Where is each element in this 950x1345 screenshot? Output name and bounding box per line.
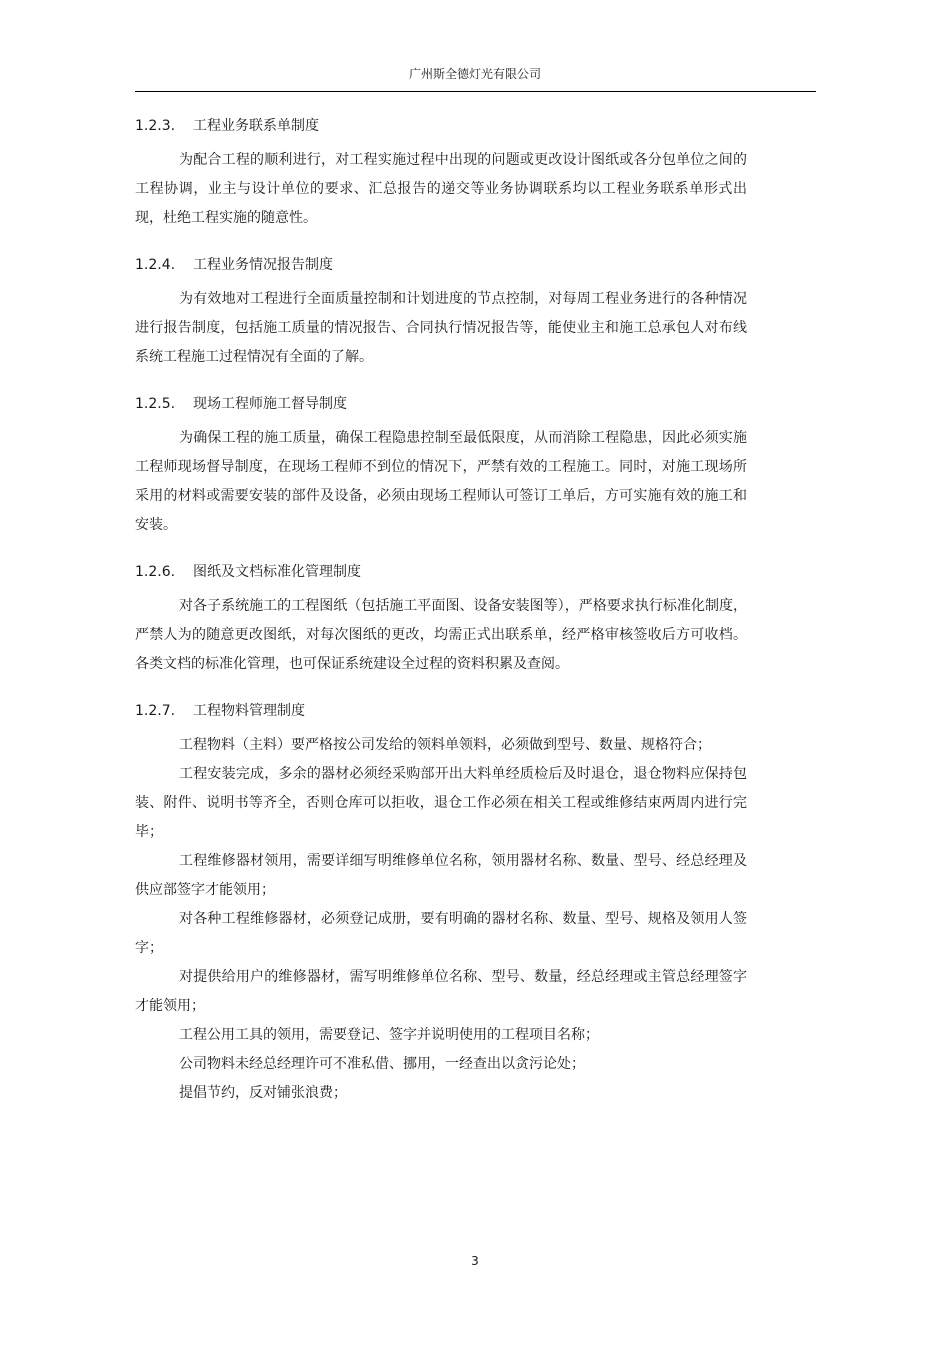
section-number: 1.2.3. [135, 118, 176, 134]
section-number: 1.2.5. [135, 396, 176, 412]
paragraph: 工程维修器材领用，需要详细写明维修单位名称，领用器材名称、数量、型号、经总经理及供应部签字才能领用； [135, 853, 747, 898]
paragraph: 工程物料（主料）要严格按公司发给的领料单领料，必须做到型号、数量、规格符合； [179, 737, 711, 753]
section-1-2-3 [135, 116, 747, 233]
paragraph: 工程安装完成，多余的器材必须经采购部开出大料单经质检后及时退仓，退仓物料应保持包装、附件、说明书等齐全，否则仓库可以拒收，退仓工作必须在相关工程或维修结束两周内进行完毕； [135, 766, 747, 840]
section-heading [135, 394, 747, 414]
section-title: 工程业务情况报告制度 [193, 257, 333, 273]
section-1-2-4 [135, 255, 747, 372]
paragraph: 为有效地对工程进行全面质量控制和计划进度的节点控制，对每周工程业务进行的各种情况进行报告制度，包括施工质量的情况报告、合同执行情况报告等，能使业主和施工总承包人对布线系统工程施工过程情况有全面的了解。 [135, 291, 747, 365]
section-number: 1.2.6. [135, 564, 176, 580]
section-1-2-7 [135, 701, 747, 1108]
paragraph: 对各子系统施工的工程图纸（包括施工平面图、设备安装图等），严格要求执行标准化制度，严禁人为的随意更改图纸，对每次图纸的更改，均需正式出联系单，经严格审核签收后方可收档。各类文档的标准化管理，也可保证系统建设全过程的资料积累及查阅。 [135, 598, 747, 672]
paragraph: 对提供给用户的维修器材，需写明维修单位名称、型号、数量，经总经理或主管总经理签字才能领用； [135, 969, 747, 1014]
page-header: 广州斯全德灯光有限公司 [408, 67, 541, 81]
page-number: 3 [471, 1254, 479, 1268]
section-title: 图纸及文档标准化管理制度 [193, 564, 361, 580]
header-rule [135, 91, 816, 92]
section-title: 工程业务联系单制度 [193, 118, 319, 134]
section-number: 1.2.7. [135, 703, 176, 719]
paragraph: 对各种工程维修器材，必须登记成册，要有明确的器材名称、数量、型号、规格及领用人签字； [135, 911, 747, 956]
paragraph: 为配合工程的顺利进行，对工程实施过程中出现的问题或更改设计图纸或各分包单位之间的工程协调，业主与设计单位的要求、汇总报告的递交等业务协调联系均以工程业务联系单形式出现，杜绝工程实施的随意性。 [135, 152, 747, 226]
section-title: 工程物料管理制度 [193, 703, 305, 719]
paragraph: 工程公用工具的领用，需要登记、签字并说明使用的工程项目名称； [179, 1027, 599, 1043]
section-title: 现场工程师施工督导制度 [193, 396, 347, 412]
section-1-2-5 [135, 394, 747, 540]
section-heading [135, 701, 747, 721]
section-number: 1.2.4. [135, 257, 176, 273]
paragraph: 提倡节约，反对铺张浪费； [179, 1085, 347, 1101]
document-body [135, 116, 747, 1130]
section-heading [135, 116, 747, 136]
section-heading [135, 562, 747, 582]
paragraph: 公司物料未经总经理许可不准私借、挪用，一经查出以贪污论处； [179, 1056, 585, 1072]
section-heading [135, 255, 747, 275]
section-1-2-6 [135, 562, 747, 679]
paragraph: 为确保工程的施工质量，确保工程隐患控制至最低限度，从而消除工程隐患，因此必须实施工程师现场督导制度，在现场工程师不到位的情况下，严禁有效的工程施工。同时，对施工现场所采用的材料或需要安装的部件及设备，必须由现场工程师认可签订工单后，方可实施有效的施工和安装。 [135, 430, 747, 533]
